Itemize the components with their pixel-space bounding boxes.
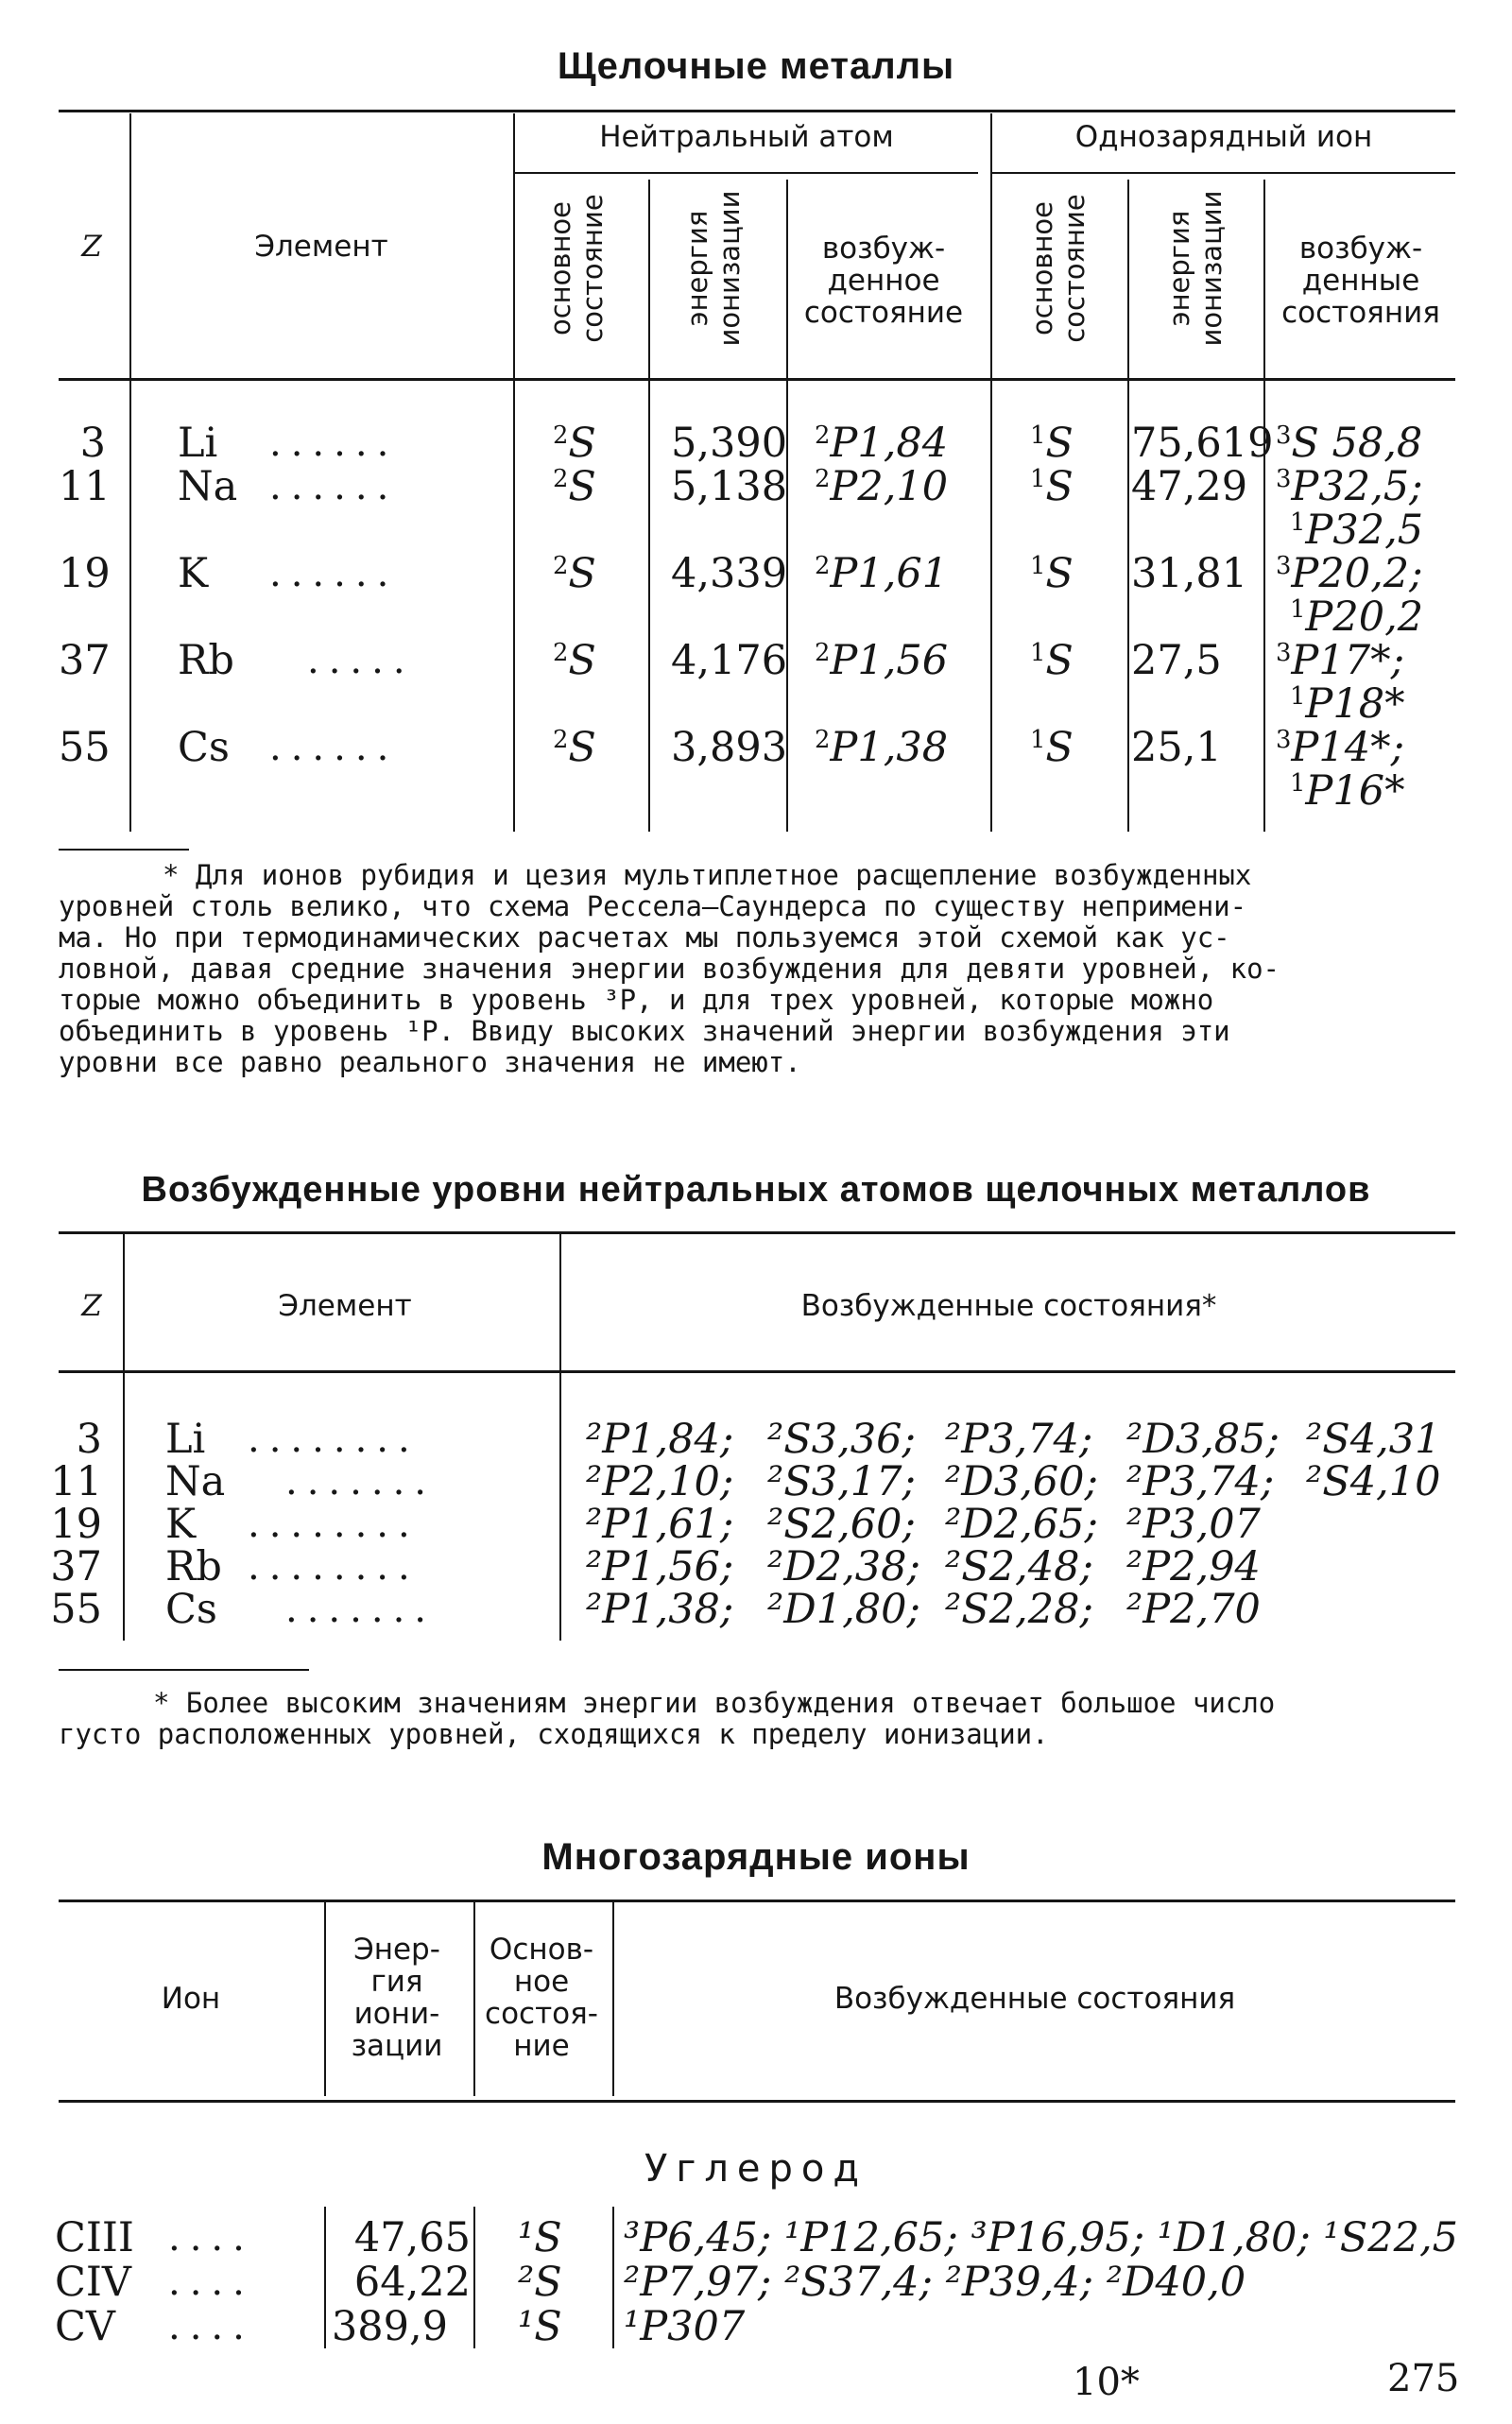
z-cell: 55 bbox=[59, 724, 111, 771]
ion-group-rule bbox=[992, 172, 1455, 174]
ion-excited-state-cell: $^3$P14*; bbox=[1276, 724, 1405, 771]
excited-states-cell: ³P6,45; ¹P12,65; ³P16,95; ¹D1,80; ¹S22,5 bbox=[624, 2214, 1458, 2261]
excited-state: ²P3,74; bbox=[945, 1416, 1093, 1463]
element-cell: K bbox=[165, 1501, 197, 1548]
excited-state-cell: $^2$P1,38 bbox=[815, 724, 949, 771]
excited-state: ²S4,10 bbox=[1306, 1458, 1441, 1505]
z-cell: 3 bbox=[79, 420, 106, 467]
ionization-energy-header: энергия ионизации bbox=[681, 190, 746, 347]
ion-ionization-energy-cell: 75,619 bbox=[1131, 420, 1274, 467]
z-column-header: Z bbox=[81, 1289, 102, 1323]
ion-excited-state-cell: $^3$S 58,8 bbox=[1276, 420, 1423, 467]
excited-states-header: Возбужденные состояния bbox=[833, 1982, 1236, 2016]
ion-excited-state-cell: $^3$P32,5; bbox=[1276, 463, 1423, 510]
ion-ionization-energy-cell: 27,5 bbox=[1131, 637, 1222, 684]
z-cell: 37 bbox=[50, 1543, 102, 1590]
ground-state-cell: $^2$S bbox=[553, 420, 596, 467]
ionization-energy-cell: 47,65 bbox=[353, 2214, 471, 2261]
table1-vrule bbox=[129, 113, 131, 832]
z-cell: 19 bbox=[59, 550, 111, 597]
leader-dots: ........ bbox=[248, 1418, 420, 1461]
ion-ground-state-cell: $^1$S bbox=[1030, 637, 1074, 684]
ion-cell: CIII bbox=[55, 2214, 134, 2261]
table2-vrule bbox=[123, 1234, 125, 1641]
ion-ionization-energy-cell: 25,1 bbox=[1131, 724, 1222, 771]
ion-ionization-energy-cell: 31,81 bbox=[1131, 550, 1248, 597]
carbon-section-heading: Углерод bbox=[644, 2147, 868, 2191]
excited-state: ²P2,94 bbox=[1126, 1543, 1261, 1590]
excited-state: ²P2,10; bbox=[586, 1458, 734, 1505]
leader-dots: .... bbox=[168, 2261, 254, 2304]
element-cell: Na bbox=[178, 463, 238, 510]
single-charged-ion-header: Однозарядный ион bbox=[1074, 120, 1373, 154]
table1-vrule bbox=[1263, 180, 1265, 832]
ion-excited-states-header: возбуж- денные состояния bbox=[1281, 232, 1440, 330]
excited-state: ²S2,28; bbox=[945, 1586, 1093, 1633]
page-number: 275 bbox=[1387, 2357, 1460, 2400]
table1-header-rule bbox=[59, 378, 1455, 381]
leader-dots: ....... bbox=[285, 1588, 437, 1631]
ground-state-cell: $^2$S bbox=[553, 724, 596, 771]
ion-excited-state-cell: $^1$P20,2 bbox=[1290, 593, 1424, 641]
excited-state-cell: $^2$P1,61 bbox=[815, 550, 949, 597]
element-cell: K bbox=[178, 550, 209, 597]
z-cell: 19 bbox=[50, 1501, 102, 1548]
z-cell: 3 bbox=[76, 1416, 102, 1463]
ion-cell: CV bbox=[55, 2303, 115, 2350]
table3-top-rule bbox=[59, 1900, 1455, 1902]
element-cell: Li bbox=[165, 1416, 206, 1463]
footnote-separator bbox=[59, 849, 189, 851]
excited-state: ²P1,61; bbox=[586, 1501, 734, 1548]
excited-state: ²S2,48; bbox=[945, 1543, 1093, 1590]
excited-state: ²D2,38; bbox=[767, 1543, 920, 1590]
table3-body-vrule bbox=[473, 2207, 475, 2348]
excited-state: ²D2,65; bbox=[945, 1501, 1098, 1548]
ground-state-cell: $^2$S bbox=[553, 550, 596, 597]
table3-vrule bbox=[612, 1902, 614, 2096]
z-cell: 11 bbox=[50, 1458, 102, 1505]
ion-column-header: Ион bbox=[161, 1982, 221, 2016]
element-column-header: Элемент bbox=[278, 1289, 412, 1323]
ion-excited-state-cell: $^1$P16* bbox=[1290, 767, 1405, 815]
ion-ground-state-cell: $^1$S bbox=[1030, 724, 1074, 771]
leader-dots: ...... bbox=[269, 421, 399, 465]
table3-vrule bbox=[473, 1902, 475, 2096]
leader-dots: ........ bbox=[248, 1503, 420, 1546]
ion-ground-state-cell: $^1$S bbox=[1030, 550, 1074, 597]
footnote-separator bbox=[59, 1669, 309, 1671]
z-column-header: Z bbox=[81, 230, 102, 264]
table1-vrule bbox=[513, 113, 515, 832]
leader-dots: ....... bbox=[285, 1460, 437, 1504]
ground-state-cell: ¹S bbox=[518, 2303, 562, 2350]
excited-state: ²P3,07 bbox=[1126, 1501, 1261, 1548]
ionization-energy-cell: 4,339 bbox=[671, 550, 788, 597]
ionization-energy-cell: 3,893 bbox=[671, 724, 788, 771]
ion-ground-state-cell: $^1$S bbox=[1030, 463, 1074, 510]
neutral-atom-header: Нейтральный атом bbox=[599, 120, 894, 154]
excited-states-header: Возбужденные состояния* bbox=[800, 1289, 1217, 1323]
ion-excited-state-cell: $^3$P17*; bbox=[1276, 637, 1405, 684]
table2-header-rule bbox=[59, 1370, 1455, 1373]
ion-ground-state-header: основное состояние bbox=[1026, 194, 1091, 343]
excited-state-header: возбуж- денное состояние bbox=[803, 232, 964, 330]
ground-state-cell: ²S bbox=[518, 2259, 562, 2306]
table2-title: Возбужденные уровни нейтральных атомов щелочных металлов bbox=[141, 1170, 1371, 1210]
ion-excited-state-cell: $^1$P18* bbox=[1290, 680, 1405, 728]
signature-mark: 10* bbox=[1073, 2361, 1140, 2404]
excited-states-cell: ¹P307 bbox=[624, 2303, 746, 2350]
table3-body-vrule bbox=[612, 2207, 614, 2348]
element-cell: Rb bbox=[178, 637, 234, 684]
table1-vrule bbox=[648, 180, 650, 832]
excited-state: ²D3,85; bbox=[1126, 1416, 1280, 1463]
ionization-energy-cell: 4,176 bbox=[671, 637, 788, 684]
z-cell: 11 bbox=[59, 463, 111, 510]
neutral-group-rule bbox=[515, 172, 978, 174]
excited-state-cell: $^2$P1,56 bbox=[815, 637, 949, 684]
leader-dots: .... bbox=[168, 2305, 254, 2348]
element-cell: Li bbox=[178, 420, 218, 467]
excited-state-cell: $^2$P1,84 bbox=[815, 420, 949, 467]
ionization-energy-cell: 5,138 bbox=[671, 463, 788, 510]
element-cell: Cs bbox=[178, 724, 230, 771]
table1-footnote: * Для ионов рубидия и цезия мультиплетное расщепление возбужденных уровней столь велико, что схема Рессела—Саундерса по существу непримени- ма. Но при термодинамических расчетах мы пользуемся этой схемой как ус- ловной, давая средние значения энергии возбуждения для девяти уровней, ко- торые можно объединить в уровень ³P, и для трех уровней, которые можно объединить в уровень ¹P. Ввиду высоких значений энергии возбуждения эти уровни все равно реального значения не имеют. bbox=[59, 859, 1280, 1078]
ground-state-cell: $^2$S bbox=[553, 463, 596, 510]
ion-ionization-energy-cell: 47,29 bbox=[1131, 463, 1248, 510]
excited-state: ²P2,70 bbox=[1126, 1586, 1261, 1633]
leader-dots: ...... bbox=[269, 465, 399, 508]
excited-states-cell: ²P7,97; ²S37,4; ²P39,4; ²D40,0 bbox=[624, 2259, 1246, 2306]
table2-top-rule bbox=[59, 1231, 1455, 1234]
element-cell: Cs bbox=[165, 1586, 217, 1633]
excited-state: ²P3,74; bbox=[1126, 1458, 1275, 1505]
table3-vrule bbox=[324, 1902, 326, 2096]
excited-state-cell: $^2$P2,10 bbox=[815, 463, 949, 510]
table1-title: Щелочные металлы bbox=[557, 45, 955, 87]
ion-excited-state-cell: $^3$P20,2; bbox=[1276, 550, 1423, 597]
ion-excited-state-cell: $^1$P32,5 bbox=[1290, 507, 1424, 554]
leader-dots: ........ bbox=[248, 1545, 420, 1589]
ion-ionization-energy-header: энергия ионизации bbox=[1163, 190, 1228, 347]
excited-state: ²D3,60; bbox=[945, 1458, 1098, 1505]
table1-vrule bbox=[1127, 180, 1129, 832]
excited-state: ²P1,38; bbox=[586, 1586, 734, 1633]
table1-vrule bbox=[990, 113, 992, 832]
table2-vrule bbox=[559, 1234, 561, 1641]
ion-ground-state-cell: $^1$S bbox=[1030, 420, 1074, 467]
z-cell: 55 bbox=[50, 1586, 102, 1633]
ionization-energy-cell: 64,22 bbox=[353, 2259, 471, 2306]
ground-state-header: Основ- ное состоя- ние bbox=[485, 1933, 598, 2063]
element-cell: Na bbox=[165, 1458, 226, 1505]
table1-top-rule bbox=[59, 110, 1455, 112]
excited-state: ²S3,36; bbox=[767, 1416, 916, 1463]
leader-dots: ...... bbox=[269, 726, 399, 769]
leader-dots: ..... bbox=[307, 639, 415, 682]
excited-state: ²S4,31 bbox=[1306, 1416, 1441, 1463]
excited-state: ²P1,56; bbox=[586, 1543, 734, 1590]
excited-state: ²D1,80; bbox=[767, 1586, 920, 1633]
table2-footnote: * Более высоким значениям энергии возбуждения отвечает большое число густо расположенных уровней, сходящихся к пределу ионизации. bbox=[59, 1687, 1276, 1750]
ground-state-cell: ¹S bbox=[518, 2214, 562, 2261]
ionization-energy-cell: 5,390 bbox=[671, 420, 788, 467]
ionization-energy-cell: 389,9 bbox=[331, 2303, 448, 2350]
ion-cell: CIV bbox=[55, 2259, 131, 2306]
leader-dots: ...... bbox=[269, 552, 399, 595]
ground-state-cell: $^2$S bbox=[553, 637, 596, 684]
element-column-header: Элемент bbox=[254, 230, 388, 264]
table3-header-rule bbox=[59, 2100, 1455, 2103]
ground-state-header: основное состояние bbox=[544, 194, 609, 343]
ionization-energy-header: Энер- гия иони- зации bbox=[351, 1933, 443, 2063]
element-cell: Rb bbox=[165, 1543, 222, 1590]
excited-state: ²P1,84; bbox=[586, 1416, 734, 1463]
table3-title: Многозарядные ионы bbox=[541, 1836, 971, 1878]
leader-dots: .... bbox=[168, 2216, 254, 2260]
excited-state: ²S3,17; bbox=[767, 1458, 916, 1505]
excited-state: ²S2,60; bbox=[767, 1501, 916, 1548]
z-cell: 37 bbox=[59, 637, 111, 684]
table3-body-vrule bbox=[324, 2207, 326, 2348]
